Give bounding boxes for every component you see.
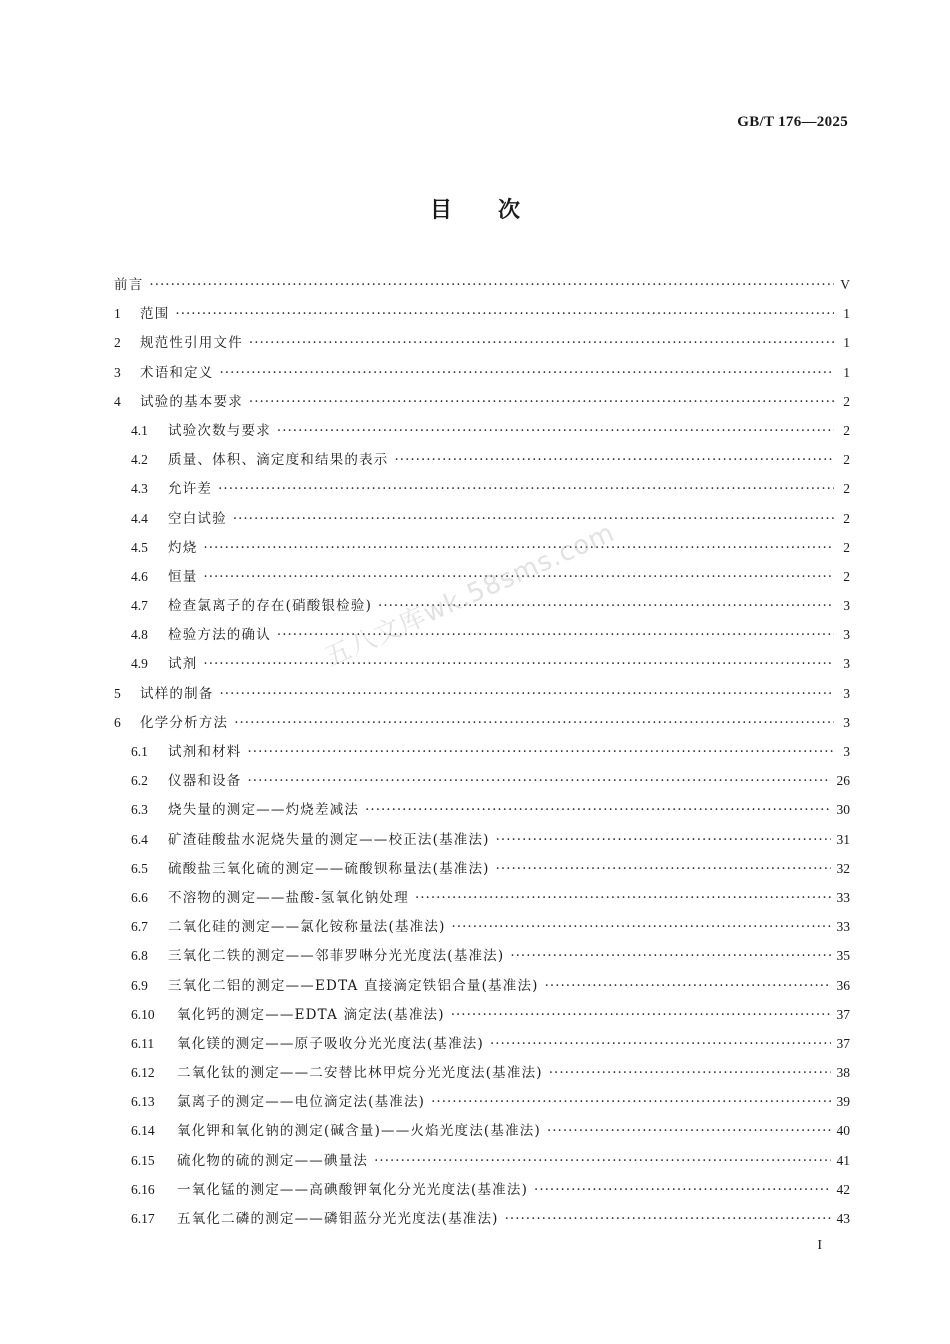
toc-entry-number: 4.2	[131, 452, 148, 468]
toc-entry-page: 3	[843, 656, 850, 672]
toc-entry-page: 2	[843, 481, 850, 497]
toc-entry-page: 42	[836, 1181, 850, 1197]
toc-entry-label: 氧化钙的测定——EDTA 滴定法(基准法)	[177, 1006, 445, 1023]
toc-entry-number: 6.2	[131, 773, 148, 789]
toc-dot-leader	[365, 796, 830, 825]
toc-dot-leader	[220, 680, 835, 709]
toc-entry-page: 36	[836, 977, 850, 993]
toc-entry-label: 仪器和设备	[168, 773, 242, 790]
toc-dot-leader	[378, 592, 834, 621]
toc-entry-number: 6.11	[131, 1035, 155, 1051]
toc-entry-label: 允许差	[168, 481, 213, 498]
toc-entry-label: 规范性引用文件	[140, 335, 243, 352]
toc-dot-leader	[234, 709, 834, 738]
toc-entry-label: 灼烧	[168, 539, 198, 556]
toc-dot-leader	[451, 1001, 831, 1030]
toc-entry[interactable]	[114, 679, 850, 708]
toc-entry[interactable]	[114, 445, 850, 474]
toc-dot-leader	[496, 855, 831, 884]
toc-entry-page: 38	[836, 1065, 850, 1081]
toc-entry[interactable]	[114, 416, 850, 445]
toc-entry-page: 2	[843, 539, 850, 555]
toc-entry[interactable]	[114, 474, 850, 503]
toc-entry-number: 6.12	[131, 1065, 155, 1081]
toc-entry-number: 6.6	[131, 889, 148, 905]
toc-dot-leader	[431, 1088, 830, 1117]
toc-dot-leader	[534, 1176, 830, 1205]
toc-entry[interactable]	[114, 708, 850, 737]
toc-entry-page: 30	[836, 802, 850, 818]
toc-entry-label: 试剂和材料	[168, 744, 242, 760]
toc-entry[interactable]	[114, 649, 850, 678]
toc-dot-leader	[233, 505, 834, 534]
toc-entry-page: 2	[843, 568, 850, 584]
toc-entry-label: 前言	[114, 277, 144, 293]
toc-entry-label: 氯离子的测定——电位滴定法(基准法)	[177, 1094, 426, 1111]
toc-entry-number: 4.8	[131, 627, 148, 643]
toc-entry-label: 五氧化二磷的测定——磷钼蓝分光光度法(基准法)	[177, 1211, 499, 1227]
toc-entry-page: 37	[836, 1035, 850, 1051]
toc-entry[interactable]	[114, 504, 850, 533]
toc-entry-page: 3	[843, 685, 850, 701]
toc-entry-number: 3	[114, 364, 121, 380]
toc-entry-page: 3	[843, 714, 850, 730]
toc-entry-label: 硫酸盐三氧化硫的测定——硫酸钡称量法(基准法)	[168, 860, 490, 877]
toc-entry[interactable]	[114, 562, 850, 591]
toc-entry-number: 6.17	[131, 1211, 155, 1226]
toc-entry-number: 6.15	[131, 1152, 155, 1168]
toc-entry-number: 6.8	[131, 948, 148, 964]
toc-dot-leader	[415, 884, 831, 913]
toc-entry-number: 2	[114, 335, 121, 351]
toc-entry-page: 1	[843, 306, 850, 322]
toc-dot-leader	[452, 913, 831, 942]
toc-entry[interactable]	[114, 358, 850, 387]
toc-entry-number: 6.3	[131, 802, 148, 818]
toc-entry[interactable]	[114, 1000, 850, 1029]
toc-entry-page: 33	[836, 919, 850, 935]
toc-entry[interactable]	[114, 883, 850, 912]
toc-entry-label: 术语和定义	[140, 364, 214, 381]
toc-entry[interactable]	[114, 971, 850, 1000]
toc-dot-leader	[510, 942, 830, 971]
toc-entry-label: 恒量	[168, 568, 198, 585]
table-of-contents	[114, 270, 850, 1233]
toc-dot-leader	[248, 767, 831, 796]
toc-entry-label: 一氧化锰的测定——高碘酸钾氧化分光光度法(基准法)	[177, 1181, 529, 1198]
toc-entry-page: 33	[836, 889, 850, 905]
toc-entry-page: 3	[843, 744, 850, 759]
toc-entry[interactable]	[114, 620, 850, 649]
page-title: 目次	[429, 197, 566, 223]
toc-entry-number: 5	[114, 685, 121, 701]
toc-entry-label: 二氧化硅的测定——氯化铵称量法(基准法)	[168, 919, 446, 936]
toc-entry[interactable]	[114, 795, 850, 824]
toc-dot-leader	[203, 563, 834, 592]
toc-entry[interactable]	[114, 533, 850, 562]
toc-entry-number: 6.16	[131, 1181, 155, 1197]
toc-dot-leader	[496, 826, 831, 855]
toc-entry-number: 6.14	[131, 1123, 155, 1139]
toc-entry-page: 26	[836, 773, 850, 789]
toc-dot-leader	[220, 359, 835, 388]
toc-dot-leader	[545, 972, 831, 1001]
toc-entry[interactable]	[114, 1029, 850, 1058]
toc-dot-leader	[490, 1030, 831, 1059]
toc-dot-leader	[249, 329, 834, 358]
footer-page-number: I	[817, 1238, 822, 1253]
toc-entry-label: 检查氯离子的存在(硝酸银检验)	[168, 598, 373, 615]
toc-entry-page: 2	[843, 510, 850, 526]
toc-entry-page: 3	[843, 627, 850, 643]
toc-entry-page: 3	[843, 598, 850, 614]
toc-entry[interactable]	[114, 1058, 850, 1087]
toc-entry-label: 矿渣硅酸盐水泥烧失量的测定——校正法(基准法)	[168, 831, 490, 848]
toc-entry-number: 6.10	[131, 1006, 155, 1022]
toc-entry-page: 37	[836, 1006, 850, 1022]
toc-entry-number: 4.5	[131, 539, 148, 555]
toc-dot-leader	[203, 650, 834, 679]
toc-entry-number: 4	[114, 393, 121, 409]
toc-entry[interactable]	[114, 1204, 850, 1233]
toc-entry-number: 4.9	[131, 656, 148, 672]
toc-dot-leader	[547, 1117, 831, 1146]
toc-dot-leader	[218, 475, 834, 504]
toc-entry-number: 4.7	[131, 598, 148, 614]
toc-entry-number: 6.4	[131, 831, 148, 847]
toc-entry[interactable]	[114, 737, 850, 766]
toc-dot-leader	[248, 738, 835, 767]
toc-dot-leader	[395, 446, 835, 475]
toc-entry-label: 硫化物的硫的测定——碘量法	[177, 1152, 369, 1169]
toc-entry-page: 41	[836, 1152, 850, 1168]
toc-entry[interactable]	[114, 270, 850, 299]
toc-entry-page: 39	[836, 1094, 850, 1110]
toc-entry-label: 不溶物的测定——盐酸-氢氧化钠处理	[168, 889, 409, 906]
toc-entry-label: 三氧化二铝的测定——EDTA 直接滴定铁铝合量(基准法)	[168, 977, 539, 994]
toc-entry-number: 4.1	[131, 422, 148, 438]
toc-entry-label: 氧化钾和氧化钠的测定(碱含量)——火焰光度法(基准法)	[177, 1123, 541, 1140]
toc-entry-number: 6.1	[131, 744, 148, 759]
toc-dot-leader	[175, 300, 834, 329]
toc-dot-leader	[277, 621, 834, 650]
toc-entry-label: 试验的基本要求	[140, 393, 243, 410]
toc-entry-label: 二氧化钛的测定——二安替比林甲烷分光光度法(基准法)	[177, 1065, 543, 1082]
toc-dot-leader	[149, 271, 834, 300]
standard-code: GB/T 176—2025	[737, 114, 848, 130]
toc-dot-leader	[249, 388, 834, 417]
toc-entry[interactable]	[114, 591, 850, 620]
toc-entry-page: 1	[843, 364, 850, 380]
toc-dot-leader	[505, 1205, 831, 1234]
toc-entry-label: 烧失量的测定——灼烧差减法	[168, 802, 360, 819]
toc-entry-label: 范围	[140, 306, 170, 323]
toc-dot-leader	[277, 417, 834, 446]
toc-entry-label: 试验次数与要求	[168, 422, 271, 439]
toc-entry-number: 6.13	[131, 1094, 155, 1110]
toc-dot-leader	[374, 1147, 830, 1176]
toc-entry-number: 6.9	[131, 977, 148, 993]
toc-entry-number: 4.6	[131, 568, 148, 584]
toc-entry-label: 试剂	[168, 656, 198, 673]
toc-entry-label: 检验方法的确认	[168, 627, 271, 644]
toc-entry-number: 1	[114, 306, 121, 322]
toc-entry-label: 三氧化二铁的测定——邻菲罗啉分光光度法(基准法)	[168, 948, 505, 965]
toc-entry-page: 43	[836, 1211, 850, 1226]
toc-entry-page: 35	[836, 948, 850, 964]
toc-entry-page: 2	[843, 393, 850, 409]
toc-entry[interactable]	[114, 1175, 850, 1204]
toc-entry-page: 2	[843, 422, 850, 438]
toc-entry[interactable]	[114, 854, 850, 883]
toc-entry[interactable]	[114, 1087, 850, 1116]
toc-entry[interactable]	[114, 1146, 850, 1175]
watermark: 五八文库wk.58sms.com	[320, 517, 620, 673]
toc-entry-number: 6.5	[131, 860, 148, 876]
toc-entry-page: 32	[836, 860, 850, 876]
toc-entry-number: 6.7	[131, 919, 148, 935]
toc-entry-page: 2	[843, 452, 850, 468]
toc-entry-page: V	[840, 277, 850, 292]
toc-entry-label: 试样的制备	[140, 685, 214, 702]
toc-entry[interactable]	[114, 387, 850, 416]
toc-entry[interactable]	[114, 299, 850, 328]
toc-entry-page: 40	[836, 1123, 850, 1139]
toc-entry-page: 1	[843, 335, 850, 351]
toc-entry[interactable]	[114, 1116, 850, 1145]
toc-entry-label: 氧化镁的测定——原子吸收分光光度法(基准法)	[177, 1035, 484, 1052]
toc-entry-label: 化学分析方法	[140, 714, 229, 731]
toc-dot-leader	[203, 534, 834, 563]
toc-entry[interactable]	[114, 825, 850, 854]
toc-entry-number: 4.3	[131, 481, 148, 497]
toc-entry-label: 质量、体积、滴定度和结果的表示	[168, 452, 389, 469]
toc-entry[interactable]	[114, 912, 850, 941]
toc-entry[interactable]	[114, 941, 850, 970]
toc-entry[interactable]	[114, 766, 850, 795]
toc-entry-label: 空白试验	[168, 510, 227, 527]
toc-dot-leader	[549, 1059, 831, 1088]
toc-entry[interactable]	[114, 328, 850, 357]
toc-entry-number: 6	[114, 714, 121, 730]
toc-entry-number: 4.4	[131, 510, 148, 526]
toc-entry-page: 31	[836, 831, 850, 847]
